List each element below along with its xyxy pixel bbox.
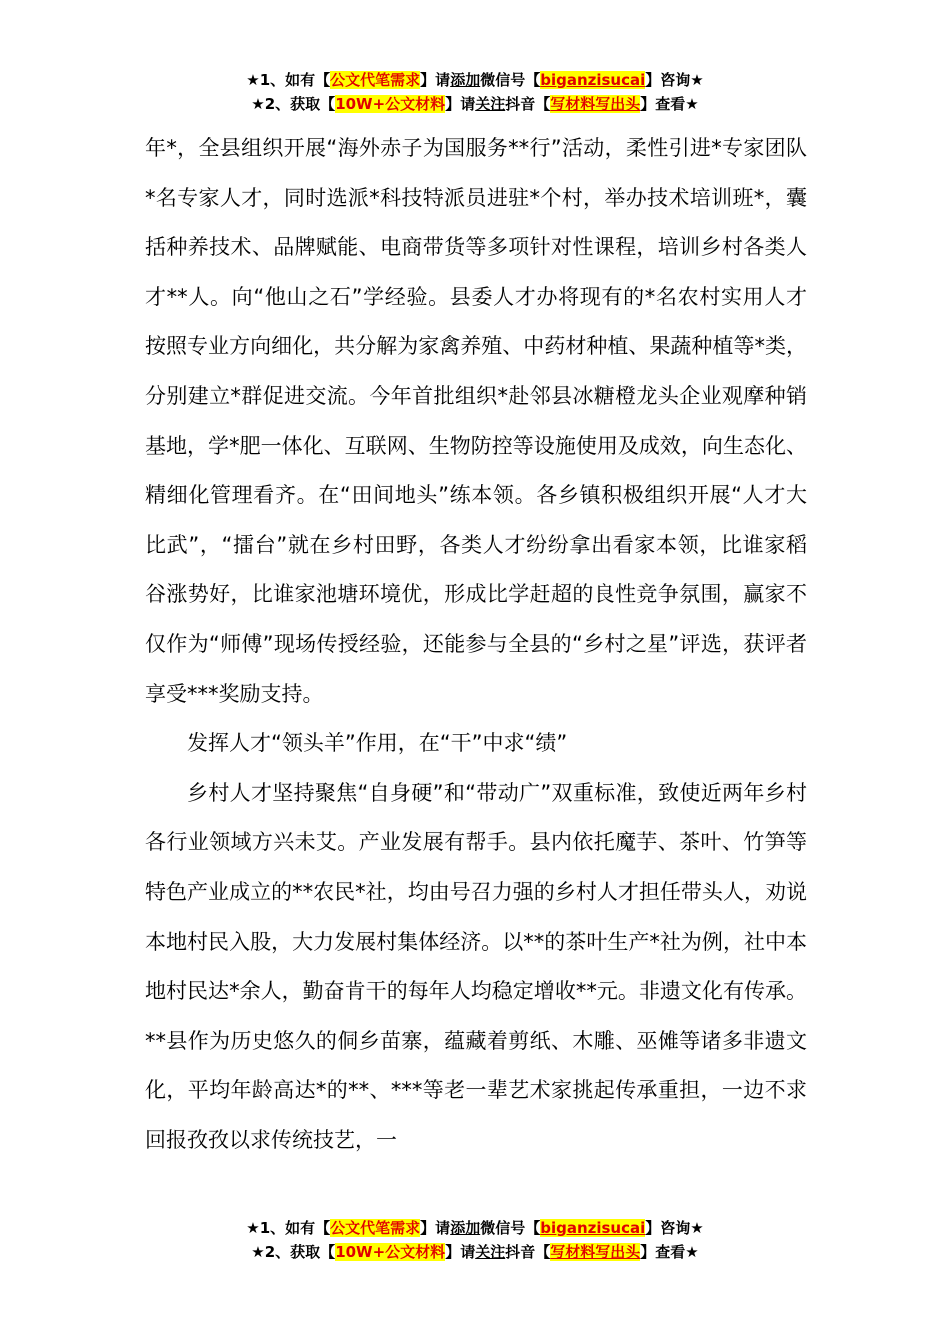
banner-line-2 xyxy=(0,1240,950,1264)
wechat-id-link[interactable]: biganzisucai xyxy=(540,71,646,89)
banner-text: 抖音【 xyxy=(505,1243,551,1261)
wechat-id-link[interactable]: biganzisucai xyxy=(540,1219,646,1237)
highlight-materials: 10W+公文材料 xyxy=(335,1243,446,1261)
banner-text: ★2、获取【 xyxy=(251,95,336,113)
highlight-materials: 10W+公文材料 xyxy=(335,95,446,113)
banner-underlined-text: 关注 xyxy=(475,1243,506,1261)
banner-text: 】请 xyxy=(420,71,451,89)
highlight-service: 公文代笔需求 xyxy=(330,71,421,89)
douyin-account-link[interactable]: 写材料写出头 xyxy=(550,95,641,113)
section-heading: 发挥人才“领头羊”作用，在“干”中求“绩” xyxy=(187,731,568,756)
banner-line-1 xyxy=(0,68,950,92)
douyin-account-link[interactable]: 写材料写出头 xyxy=(550,1243,641,1261)
banner-text: 】查看★ xyxy=(640,1243,699,1261)
banner-text: 】咨询★ xyxy=(645,1219,704,1237)
footer-banner xyxy=(0,1216,950,1264)
banner-text: 】请 xyxy=(420,1219,451,1237)
banner-text: 】查看★ xyxy=(640,95,699,113)
banner-text: 微信号【 xyxy=(480,71,541,89)
header-banner xyxy=(0,68,950,116)
banner-text: 抖音【 xyxy=(505,95,551,113)
banner-text: 】请 xyxy=(445,95,476,113)
banner-text: ★1、如有【 xyxy=(246,71,331,89)
document-body xyxy=(145,124,807,1165)
banner-text: ★2、获取【 xyxy=(251,1243,336,1261)
banner-text: 】请 xyxy=(445,1243,476,1261)
banner-text: ★1、如有【 xyxy=(246,1219,331,1237)
banner-line-2 xyxy=(0,92,950,116)
banner-text: 】咨询★ xyxy=(645,71,704,89)
paragraph-1: 年*，全县组织开展“海外赤子为国服务**行”活动，柔性引进*专家团队*名专家人才，同时选派*科技特派员进驻*个村，举办技术培训班*，囊括种养技术、品牌赋能、电商带货等多项针对性课程，培训乡村各类人才**人。向“他山之石”学经验。县委人才办将现有的*名农村实用人才按照专业方向细化，共分解为家禽养殖、中药材种植、果蔬种植等*类，分别建立*群促进交流。今年首批组织*赴邻县冰糖橙龙头企业观摩种销基地，学*肥一体化、互联网、生物防控等设施使用及成效，向生态化、精细化管理看齐。在“田间地头”练本领。各乡镇积极组织开展“人才大比武”，“擂台”就在乡村田野，各类人才纷纷拿出看家本领，比谁家稻谷涨势好，比谁家池塘环境优，形成比学赶超的良性竞争氛围，赢家不仅作为“师傅”现场传授经验，还能参与全县的“乡村之星”评选，获评者享受***奖励支持。 xyxy=(145,136,807,706)
banner-underlined-text: 添加 xyxy=(450,71,481,89)
banner-underlined-text: 添加 xyxy=(450,1219,481,1237)
banner-text: 微信号【 xyxy=(480,1219,541,1237)
banner-line-1 xyxy=(0,1216,950,1240)
paragraph-2: 乡村人才坚持聚焦“自身硬”和“带动广”双重标准，致使近两年乡村各行业领域方兴未艾。产业发展有帮手。县内依托魔芋、茶叶、竹笋等特色产业成立的**农民*社，均由号召力强的乡村人才担任带头人，劝说本地村民入股，大力发展村集体经济。以**的茶叶生产*社为例，社中本地村民达*余人，勤奋肯干的每年人均稳定增收**元。非遗文化有传承。**县作为历史悠久的侗乡苗寨，蕴藏着剪纸、木雕、巫傩等诸多非遗文化，平均年龄高达*的**、***等老一辈艺术家挑起传承重担，一边不求回报孜孜以求传统技艺，一 xyxy=(145,780,807,1152)
highlight-service: 公文代笔需求 xyxy=(330,1219,421,1237)
banner-underlined-text: 关注 xyxy=(475,95,506,113)
